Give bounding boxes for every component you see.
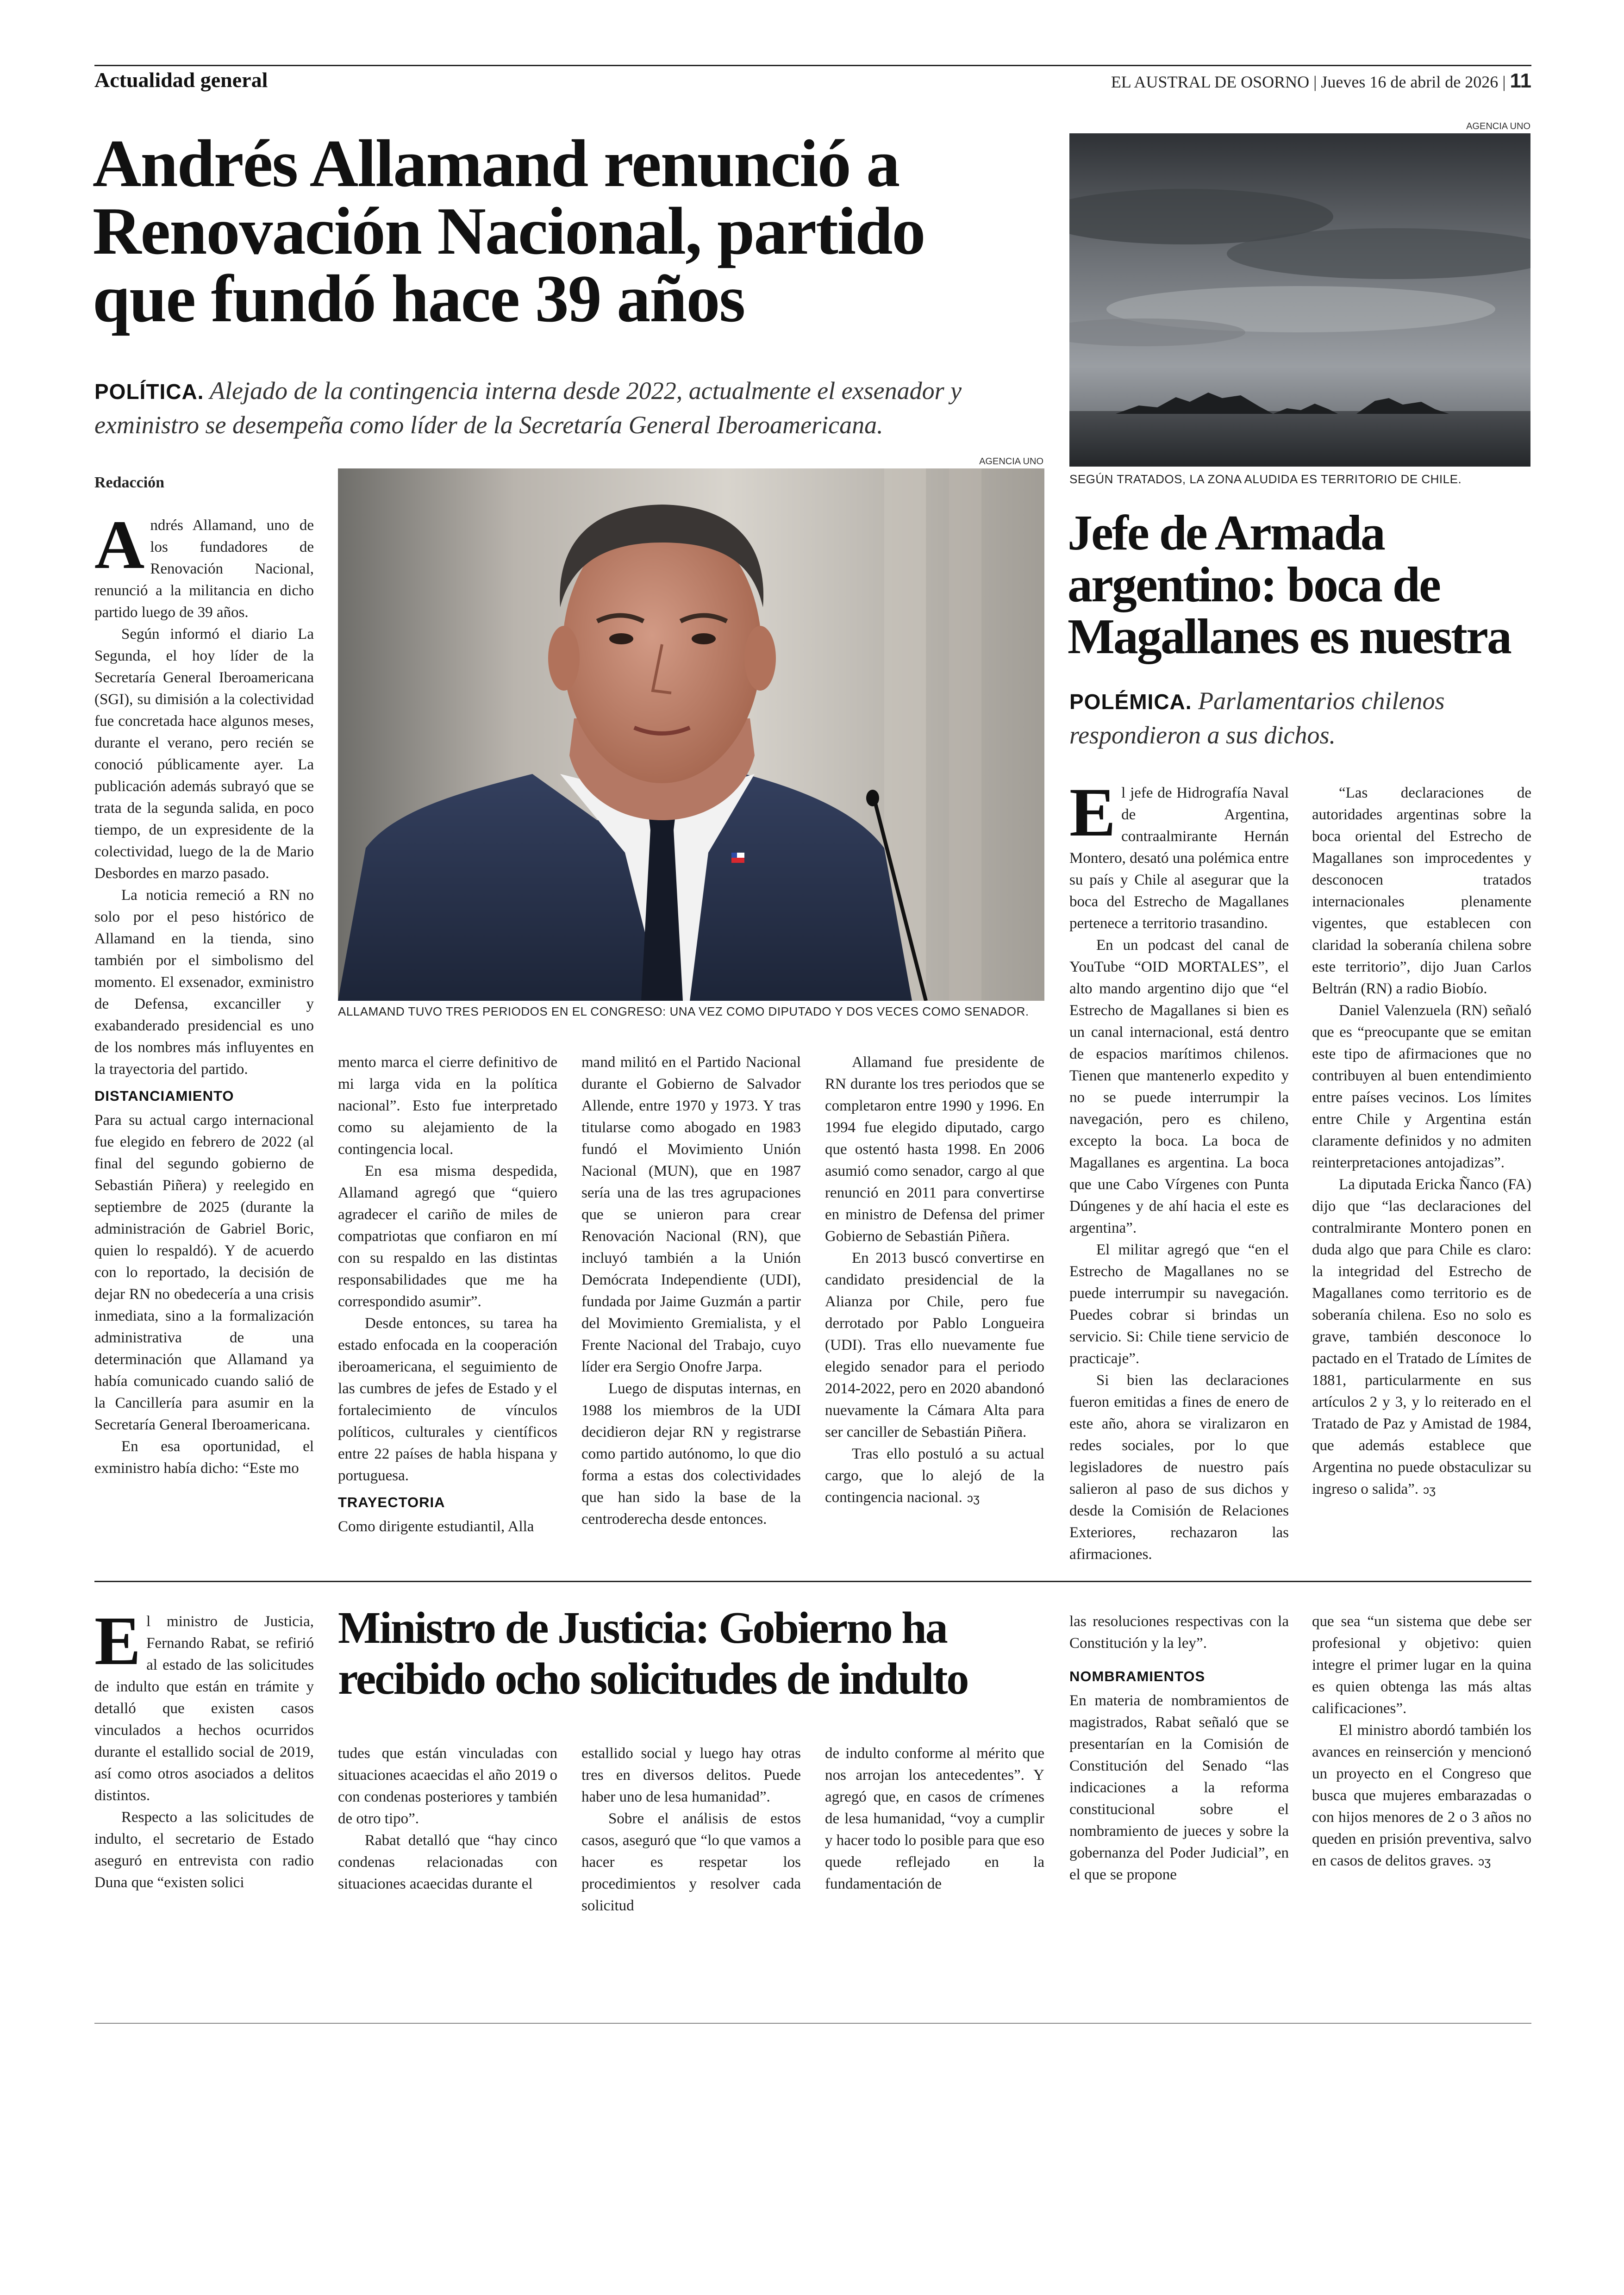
bottom-col-3 (581, 1743, 801, 1917)
bottom-headline-line-2: recibido ocho solicitudes de indulto (338, 1654, 968, 1704)
main-col3-p2: Luego de disputas internas, en 1988 los miembros de la UDI decidieron dejar RN y registrarse como partido autónomo, lo que dio forma a estas dos colectividades que han sido la base de la centroderecha desde entonces. (581, 1380, 801, 1528)
bottom-headline-line-1: Ministro de Justicia: Gobierno ha (338, 1603, 947, 1653)
main-col-1 (94, 506, 314, 1479)
bottom-headline (338, 1603, 1060, 1704)
portrait-illustration (338, 468, 1044, 1001)
bottom-col-6 (1312, 1611, 1531, 1872)
side-kicker-text: Parlamentarios chilenos respondieron a sus dichos. (1069, 687, 1445, 749)
side-col2-p2: Daniel Valenzuela (RN) señaló que es “preocupante que se emitan este tipo de afirmaciones que no contribuyen al buen entendimiento entre países vecinos. Los límites entre Chile y Argentina están claramente definidos y no admiten reinterpretaciones antojadizas”. (1312, 1002, 1531, 1171)
side-photo-strait (1069, 133, 1530, 467)
side-headline-line-2: argentino: boca de (1068, 557, 1440, 612)
subhead-distanciamiento: DISTANCIAMIENTO (94, 1088, 234, 1104)
side-col1-p3: El militar agregó que “en el Estrecho de Magallanes no se puede interrumpir su navegación. Puedes cobrar si brindas un servicio. Si: Chile tiene servicio de practicaje”. (1069, 1241, 1289, 1367)
byline: Redacción (94, 474, 165, 491)
bottom-col4-p1: de indulto conforme al mérito que nos arrojan los antecedentes”. Y agregó que, en casos de crímenes de lesa humanidad, “voy a cumplir y hacer todo lo posible para que eso quede reflejado en la fundamentación de (825, 1745, 1044, 1892)
main-photo-caption: ALLAMAND TUVO TRES PERIODOS EN EL CONGRESO: UNA VEZ COMO DIPUTADO Y DOS VECES COMO SENADOR. (338, 1004, 1029, 1018)
main-col1-p1 (94, 506, 314, 624)
side-col2-p1: “Las declaraciones de autoridades argentinas sobre la boca oriental del Estrecho de Magallanes son improcedentes y desconocen tratados internacionales plenamente vigentes, que establecen con claridad la soberanía chilena sobre este territorio”, dijo Juan Carlos Beltrán (RN) a radio Biobío. (1312, 785, 1531, 997)
main-headline (93, 126, 1056, 336)
main-headline-line-3: que fundó hace 39 años (93, 261, 745, 336)
main-col2-p1: mento marca el cierre definitivo de mi larga vida en la política nacional”. Esto fue interpretado como su alejamiento de la contingencia local. (338, 1054, 557, 1158)
bottom-col6-p1: que sea “un sistema que debe ser profesional y objetivo: quien integre el primer lugar en la quina es quien obtenga las más altas calificaciones”. (1312, 1613, 1531, 1717)
side-dropcap: E (1069, 774, 1116, 851)
end-mark-icon: ↄʒ (1423, 1483, 1436, 1497)
side-col-1 (1069, 774, 1289, 1565)
main-col-4 (825, 1052, 1044, 1509)
side-photo-credit: AGENCIA UNO (1466, 121, 1530, 131)
bottom-col1-p2: Respecto a las solicitudes de indulto, el secretario de Estado aseguró en entrevista con radio Duna que “existen solici (94, 1809, 314, 1891)
main-col-2 (338, 1052, 557, 1538)
bottom-col2-p2: Rabat detalló que “hay cinco condenas relacionadas con situaciones acaecidas durante el (338, 1832, 557, 1892)
main-kicker-tag: POLÍTICA. (94, 380, 204, 404)
section-label: Actualidad general (94, 68, 268, 92)
bottom-col1-p1-text: l ministro de Justicia, Fernando Rabat, se refirió al estado de las solicitudes de indulto que están en trámite y detalló que existen casos vinculados a hechos ocurridos durante el estallido social de 2019, así como otros asociados a delitos distintos. (94, 1613, 314, 1804)
side-col2-p3-text: La diputada Ericka Ñanco (FA) dijo que “las declaraciones del contralmirante Montero ponen en duda algo que para Chile es claro: la integridad del Estrecho de Magallanes como territorio es de soberanía chilena. Eso no solo es grave, también desconoce lo pactado en el Tratado de Límites de 1881, particularmente en sus artículos 2 y 3, y lo reiterado en el Tratado de Paz y Amistad de 1984, que además establece que Argentina no puede obstaculizar su ingreso o salida”. (1312, 1176, 1531, 1497)
bottom-col6-p2-text: El ministro abordó también los avances en reinserción y mencionó un proyecto en el Congreso que busca que mujeres embarazadas o con hijos menores de 2 o 3 años no queden en prisión preventiva, salvo en casos de delitos graves. (1312, 1722, 1531, 1869)
subhead-trayectoria: TRAYECTORIA (338, 1494, 445, 1510)
side-headline-line-1: Jefe de Armada (1068, 505, 1384, 561)
masthead-date: EL AUSTRAL DE OSORNO | Jueves 16 de abril de 2026 | (1111, 73, 1506, 91)
side-col1-p1 (1069, 774, 1289, 935)
main-col1-p1-text: ndrés Allamand, uno de los fundadores de Renovación Nacional, renunció a la militancia en dicho partido luego de 39 años. (94, 517, 314, 621)
side-col1-p2: En un podcast del canal de YouTube “OID MORTALES”, el alto mando argentino dijo que “el Estrecho de Magallanes si bien es un canal internacional, está dentro de espacios marítimos chilenos. Tienen que mantenerlo expedito y no se puede interrumpir la navegación, pero es chileno, excepto la boca. La boca de Magallanes es argentina. La boca que une Cabo Vírgenes con Punta Dúngenes y de ahí hacia el este es argentina”. (1069, 937, 1289, 1236)
footer-rule (94, 2023, 1531, 2024)
seascape-illustration (1069, 133, 1530, 467)
side-kicker (1069, 684, 1514, 752)
main-col3-p1: mand militó en el Partido Nacional durante el Gobierno de Salvador Allende, entre 1970 y 1973. Y tras titularse como abogado en 1983 fundó el Movimiento Unión Nacional (MUN), que en 1987 sería una de las tres agrupaciones que se unieron para crear Renovación Nacional (RN), que incluyó también a la Unión Demócrata Independiente (UDI), fundada por Jaime Guzmán a partir del Movimiento Gremialista, y el Frente Nacional del Trabajo, cuyo líder era Sergio Onofre Jarpa. (581, 1054, 801, 1375)
main-col2-p3: Desde entonces, su tarea ha estado enfocada en la cooperación iberoamericana, el seguimiento de las cumbres de jefes de Estado y el fortalecimiento de vínculos políticos, culturales y científicos entre 22 países de habla hispana y portuguesa. (338, 1315, 557, 1484)
side-photo-caption: SEGÚN TRATADOS, LA ZONA ALUDIDA ES TERRITORIO DE CHILE. (1069, 472, 1462, 486)
side-headline-line-3: Magallanes es nuestra (1068, 609, 1511, 664)
main-col4-p3 (825, 1443, 1044, 1509)
subhead-nombramientos: NOMBRAMIENTOS (1069, 1668, 1206, 1684)
masthead (1111, 69, 1531, 93)
bottom-col5-p2: En materia de nombramientos de magistrados, Rabat señaló que se presentarían en la Comisión de Constitución del Senado “las indicaciones a la reforma constitucional sobre el nombramiento de jueces y sobre la gobernanza del Poder Judicial”, en el que se propone (1069, 1692, 1289, 1883)
main-dropcap: A (94, 506, 145, 583)
bottom-col5-p1: las resoluciones respectivas con la Constitución y la ley”. (1069, 1613, 1289, 1652)
end-mark-icon: ↄʒ (1478, 1854, 1491, 1868)
bottom-col1-p1 (94, 1603, 314, 1807)
main-photo-credit: AGENCIA UNO (979, 456, 1043, 467)
bottom-col2-p1: tudes que están vinculadas con situaciones acaecidas el año 2019 o con condenas posteriores y también de otro tipo”. (338, 1745, 557, 1827)
end-mark-icon: ↄʒ (967, 1491, 980, 1505)
main-photo-allamand (338, 468, 1044, 1001)
bottom-col-2 (338, 1743, 557, 1895)
side-headline (1068, 507, 1530, 663)
main-col1-p4: Para su actual cargo internacional fue elegido en febrero de 2022 (al final del segundo gobierno de Sebastián Piñera) y reelegido en septiembre de 2025 (durante la administración de Gabriel Boric, quien lo respaldó). Y de acuerdo con lo reportado, la decisión de dejar RN no obedecería a una crisis inmediata, sino a la formalización administrativa de una determinación que Allamand ya había comunicado cuando salió de la Cancillería para asumir en la Secretaría General Iberoamericana. (94, 1112, 314, 1433)
side-col1-p4: Si bien las declaraciones fueron emitidas a fines de enero de este año, ahora se viralizaron en redes sociales, por lo que legisladores de nuestro país salieron al paso de sus dichos y desde la Comisión de Relaciones Exteriores, rechazaron las afirmaciones. (1069, 1372, 1289, 1563)
bottom-col3-p1: estallido social y luego hay otras tres en diversos delitos. Puede haber uno de lesa humanidad”. (581, 1745, 801, 1805)
main-col1-p5: En esa oportunidad, el exministro había dicho: “Este mo (94, 1438, 314, 1477)
side-kicker-tag: POLÉMICA. (1069, 690, 1192, 714)
main-col4-p3-text: Tras ello postuló a su actual cargo, que lo alejó de la contingencia nacional. (825, 1446, 1044, 1506)
main-col4-p2: En 2013 buscó convertirse en candidato presidencial de la Alianza por Chile, pero fue derrotado por Pablo Longueira (UDI). Tras ello nuevamente fue elegido senador para el periodo 2014-2022, pero en 2020 abandonó nuevamente la Cámara Alta para ser canciller de Sebastián Piñera. (825, 1250, 1044, 1441)
bottom-col3-p2: Sobre el análisis de estos casos, aseguró que “lo que vamos a hacer es respetar los procedimientos y resolver cada solicitud (581, 1810, 801, 1914)
bottom-col-5 (1069, 1611, 1289, 1886)
header-rule (94, 65, 1531, 66)
main-col1-p3: La noticia remeció a RN no solo por el peso histórico de Allamand en la tienda, sino también por el simbolismo del momento. El exsenador, exministro de Defensa, excanciller y exabanderado presidencial es uno de los nombres más influyentes en la trayectoria del partido. (94, 887, 314, 1078)
main-col-3 (581, 1052, 801, 1530)
main-col2-p2: En esa misma despedida, Allamand agregó que “quiero agradecer el cariño de miles de compatriotas que confiaron en mí con su respaldo en las distintas responsabilidades que me ha correspondido asumir”. (338, 1163, 557, 1310)
main-col1-p2: Según informó el diario La Segunda, el hoy líder de la Secretaría General Iberoamericana (SGI), su dimisión a la colectividad fue concretada hace algunos meses, durante el verano, pero recién se conoció públicamente ayer. La publicación además subrayó que se trata de la segunda salida, en poco tiempo, de un expresidente de la colectividad, luego de la de Mario Desbordes en marzo pasado. (94, 626, 314, 882)
main-col2-p4: Como dirigente estudiantil, Alla (338, 1518, 534, 1535)
main-headline-line-1: Andrés Allamand renunció a (93, 126, 899, 201)
bottom-col-4 (825, 1743, 1044, 1895)
page-number: 11 (1510, 69, 1531, 92)
bottom-col6-p2 (1312, 1720, 1531, 1872)
main-kicker-text: Alejado de la contingencia interna desde 2022, actualmente el exsenador y exministro se desempeña como líder de la Secretaría General Iberoamericana. (94, 377, 962, 439)
main-col4-p1: Allamand fue presidente de RN durante los tres periodos que se completaron entre 1990 y 1996. En 1994 fue elegido diputado, cargo que ostentó hasta 1998. En 2006 asumió como senador, cargo al que renunció en 2011 para convertirse en ministro de Defensa del primer Gobierno de Sebastián Piñera. (825, 1054, 1044, 1245)
side-col-2 (1312, 782, 1531, 1501)
bottom-section-rule (94, 1581, 1531, 1582)
side-col2-p3 (1312, 1174, 1531, 1501)
main-kicker (94, 374, 1057, 442)
bottom-col-1 (94, 1603, 314, 1894)
main-headline-line-2: Renovación Nacional, partido (93, 193, 925, 268)
bottom-dropcap: E (94, 1603, 141, 1679)
side-col1-p1-text: l jefe de Hidrografía Naval de Argentina, contraalmirante Hernán Montero, desató una polémica entre su país y Chile al asegurar que la boca del Estrecho de Magallanes pertenece a territorio trasandino. (1069, 785, 1289, 932)
